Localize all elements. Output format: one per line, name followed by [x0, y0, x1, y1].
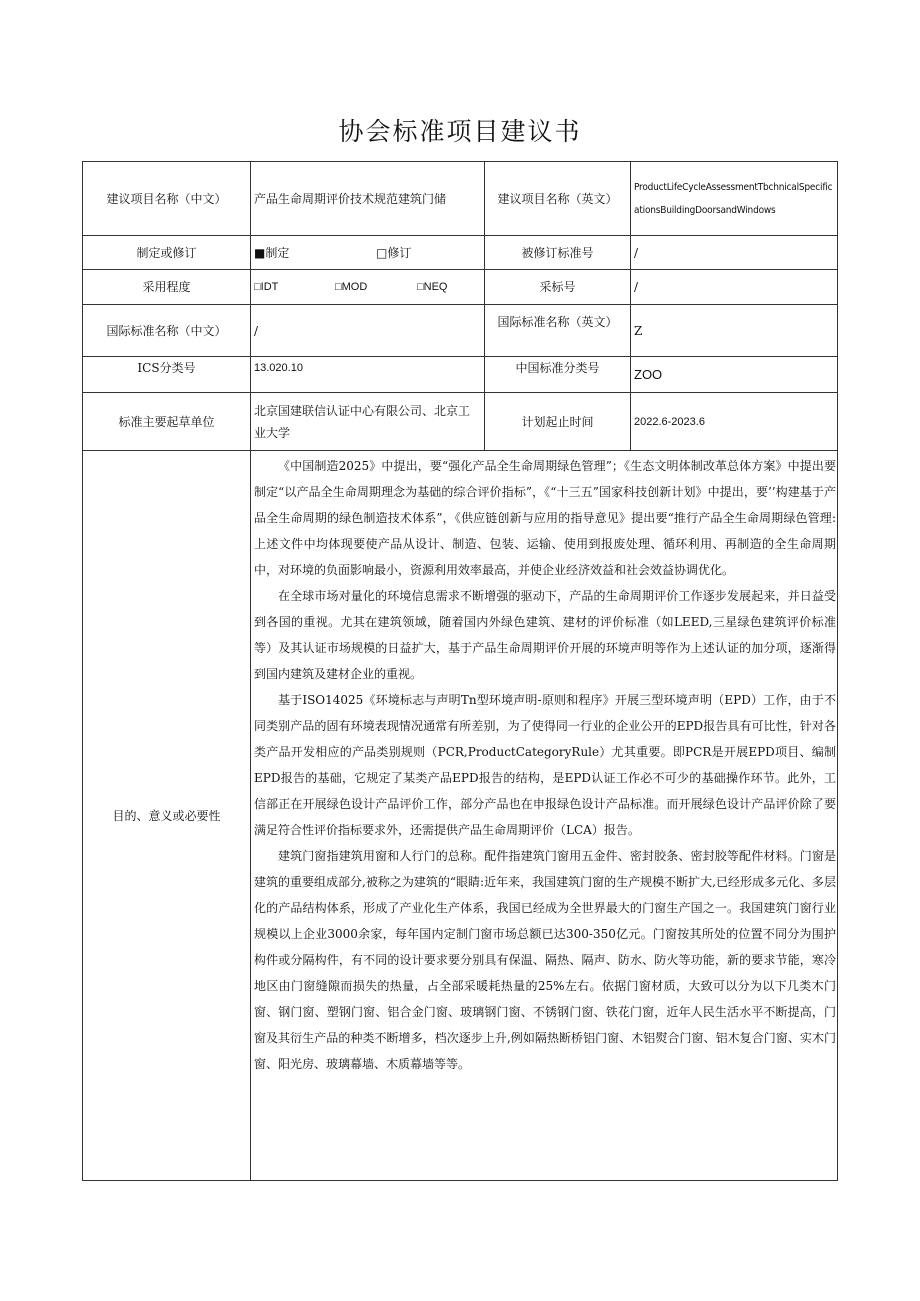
table-row	[83, 270, 838, 305]
ics-label: ICS分类号	[83, 357, 251, 393]
table-row	[83, 236, 838, 270]
revised-std-label: 被修订标准号	[485, 236, 631, 270]
revise-label: 制定或修订	[83, 236, 251, 270]
period-value: 2022.6-2023.6	[631, 393, 838, 451]
revised-std-value: /	[631, 236, 838, 270]
table-row	[83, 393, 838, 451]
proposal-table	[82, 161, 838, 1181]
name-en-label: 建议项目名称（英文）	[485, 162, 631, 236]
purpose-paragraph: 建筑门窗指建筑用窗和人行门的总称。配件指建筑门窗用五金件、密封胶条、密封胶等配件材料。门窗是建筑的重要组成部分,被称之为建筑的“眼睛:近年来，我国建筑门窗的生产规模不断扩大,已经形成多元化、多层化的产品结构体系，形成了产业化生产体系，我国已经成为全世界最大的门窗生产国之一。我国建筑门窗行业规模以上企业3000余家，每年国内定制门窗市场总额已达300-350亿元。门窗按其所处的位置不同分为围护构件或分隔构件，有不同的设计要求要分别具有保温、隔热、隔声、防水、防火等功能，新的要求节能，寒冷地区由门窗缝隙而损失的热量，占全部采暖耗热量的25%左右。依据门窗材质，大致可以分为以下几类木门窗、钢门窗、塑钢门窗、铝合金门窗、玻璃钢门窗、不锈钢门窗、铁花门窗，近年人民生活水平不断提高，门窗及其衍生产品的种类不断增多，档次逐步上升,例如隔热断桥铝门窗、木铝熨合门窗、铝木复合门窗、实木门窗、阳光房、玻璃幕墙、木质幕墙等等。	[254, 849, 836, 1071]
purpose-paragraph: 在全球市场对量化的环境信息需求不断增强的驱动下，产品的生命周期评价工作逐步发展起来，并日益受到各国的重视。尤其在建筑领域，随着国内外绿色建筑、建材的评价标准（如LEED,三星绿色建筑评价标准等）及其认证市场规模的日益扩大，基于产品生命周期评价开展的环境声明等作为上述认证的加分项，逐渐得到国内建筑及建材企业的重视。	[254, 589, 836, 681]
table-row	[83, 305, 838, 357]
intl-cn-value: /	[251, 305, 485, 357]
adopt-no-value: /	[631, 270, 838, 305]
purpose-label: 目的、意义或必要性	[83, 451, 251, 1181]
adopt-option-mod[interactable]: □MOD	[335, 281, 368, 293]
purpose-paragraph: 《中国制造2025》中提出，要“强化产品全生命周期绿色管理”；《生态文明体制改革总体方案》中提出要制定“以产品全生命周期理念为基础的综合评价指标”，《“十三五”国家科技创新计划》中提出，要’’构建基于产品全生命周期的绿色制造技术体系”，《供应链创新与应用的指导意见》提出要“推行产品全生命周期绿色管理:上述文件中均体现要使产品从设计、制造、包装、运输、使用到报废处理、循环利用、再制造的全生命周期中，对环境的负面影响最小，资源利用效率最高，并使企业经济效益和社会效益协调优化。	[254, 459, 836, 577]
adopt-label: 采用程度	[83, 270, 251, 305]
intl-en-value: Z	[631, 305, 838, 357]
cn-class-label: 中国标准分类号	[485, 357, 631, 393]
intl-cn-label: 国际标准名称（中文）	[83, 305, 251, 357]
revise-option-formulate[interactable]: ■制定	[254, 245, 290, 260]
document-title: 协会标准项目建议书	[338, 117, 582, 146]
name-cn-value: 产品生命周期评价技术规范建筑门储	[251, 162, 485, 236]
adopt-option-idt[interactable]: □IDT	[254, 281, 279, 293]
drafter-value: 北京国建联信认证中心有限公司、北京工业大学	[251, 393, 485, 451]
name-cn-label: 建议项目名称（中文）	[83, 162, 251, 236]
period-label: 计划起止时间	[485, 393, 631, 451]
table-row	[83, 162, 838, 236]
ics-value: 13.020.10	[251, 357, 485, 393]
purpose-content	[251, 451, 838, 1181]
intl-en-label: 国际标准名称（英文）	[485, 305, 631, 357]
revise-options	[251, 236, 485, 270]
drafter-label: 标准主要起草单位	[83, 393, 251, 451]
purpose-paragraph: 基于ISO14025《环境标志与声明Tn型环境声明-原则和程序》开展三型环境声明（EPD）工作，由于不同类别产品的固有环境表现情况通常有所差别，为了使得同一行业的企业公开的EPD报告具有可比性，针对各类产品开发相应的产品类别规则（PCR,ProductCategoryRule）尤其重要。即PCR是开展EPD项目、编制EPD报告的基础，它规定了某类产品EPD报告的结构，是EPD认证工作必不可少的基础操作环节。此外，工信部正在开展绿色设计产品评价工作，部分产品也在申报绿色设计产品标准。而开展绿色设计产品评价除了要满足符合性评价指标要求外，还需提供产品生命周期评价（LCA）报告。	[254, 693, 836, 837]
table-row	[83, 451, 838, 1181]
adopt-options	[251, 270, 485, 305]
revise-option-revise[interactable]: □修订	[376, 245, 412, 260]
name-en-value: ProductLifeCycleAssessmentTbchnicalSpecificationsBuildingDoorsandWindows	[631, 162, 838, 236]
adopt-option-neq[interactable]: □NEQ	[417, 281, 448, 293]
adopt-no-label: 采标号	[485, 270, 631, 305]
table-row	[83, 357, 838, 393]
cn-class-value: ZOO	[631, 357, 838, 393]
